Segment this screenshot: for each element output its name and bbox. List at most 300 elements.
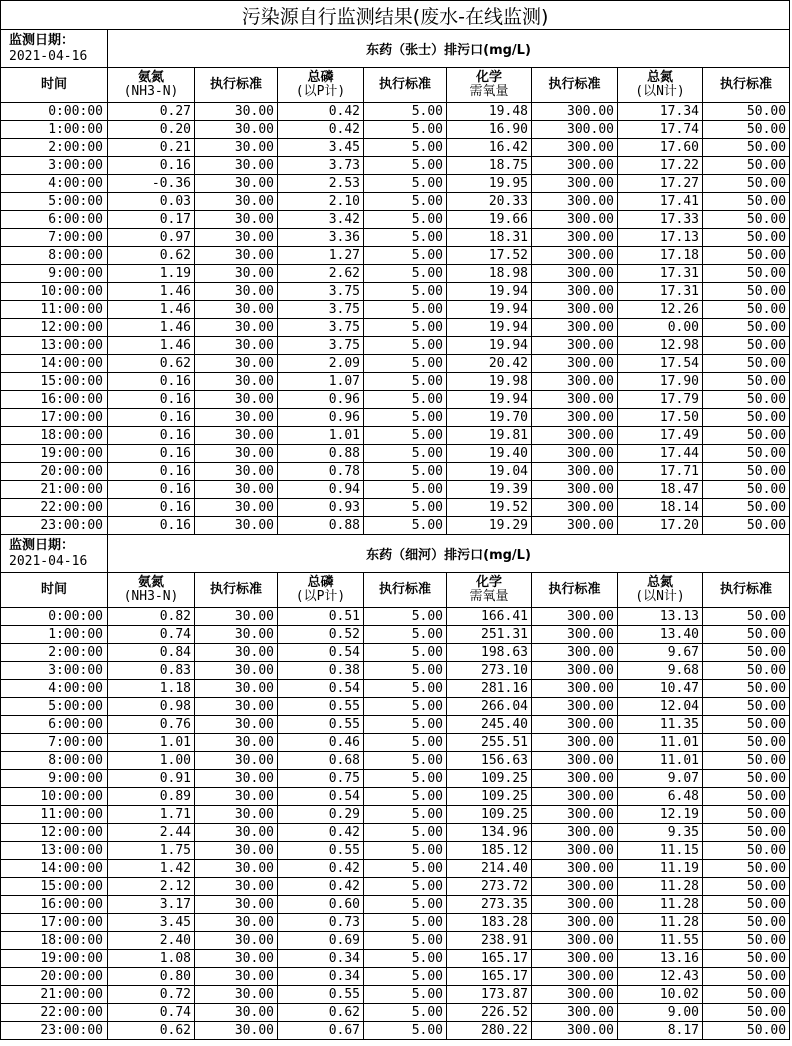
value-cell: 0.60 [278, 896, 364, 914]
value-cell: 30.00 [195, 1004, 278, 1022]
value-cell: 300.00 [532, 914, 618, 932]
value-cell: 19.98 [447, 373, 532, 391]
section-header-row [1, 535, 790, 573]
table-row [1, 824, 790, 842]
value-cell: 134.96 [447, 824, 532, 842]
value-cell: 1.18 [108, 680, 195, 698]
value-cell: 18.98 [447, 265, 532, 283]
value-cell: 17.41 [618, 193, 703, 211]
time-cell: 21:00:00 [1, 481, 108, 499]
value-cell: 50.00 [703, 680, 790, 698]
value-cell: 50.00 [703, 626, 790, 644]
column-header-sub: (以P计) [295, 589, 346, 604]
value-cell: 300.00 [532, 986, 618, 1004]
time-cell: 19:00:00 [1, 445, 108, 463]
value-cell: 30.00 [195, 1022, 278, 1040]
value-cell: 300.00 [532, 499, 618, 517]
value-cell: 19.94 [447, 391, 532, 409]
value-cell: 0.16 [108, 391, 195, 409]
column-header [447, 68, 532, 103]
value-cell: 109.25 [447, 806, 532, 824]
value-cell: 50.00 [703, 644, 790, 662]
value-cell: 5.00 [364, 968, 447, 986]
value-cell: 0.54 [278, 644, 364, 662]
value-cell: 0.16 [108, 481, 195, 499]
value-cell: 9.67 [618, 644, 703, 662]
value-cell: 50.00 [703, 1004, 790, 1022]
value-cell: 50.00 [703, 716, 790, 734]
value-cell: 226.52 [447, 1004, 532, 1022]
value-cell: 11.28 [618, 914, 703, 932]
value-cell: 1.19 [108, 265, 195, 283]
value-cell: 1.01 [278, 427, 364, 445]
value-cell: 5.00 [364, 337, 447, 355]
value-cell: 11.28 [618, 878, 703, 896]
table-row [1, 698, 790, 716]
value-cell: 5.00 [364, 481, 447, 499]
value-cell: 5.00 [364, 211, 447, 229]
table-row [1, 157, 790, 175]
value-cell: 300.00 [532, 842, 618, 860]
time-cell: 9:00:00 [1, 770, 108, 788]
value-cell: 17.50 [618, 409, 703, 427]
value-cell: 50.00 [703, 878, 790, 896]
column-header-main: 执行标准 [378, 582, 431, 597]
value-cell: 300.00 [532, 175, 618, 193]
value-cell: 0.03 [108, 193, 195, 211]
table-row [1, 445, 790, 463]
time-cell: 4:00:00 [1, 680, 108, 698]
value-cell: 17.27 [618, 175, 703, 193]
value-cell: 5.00 [364, 878, 447, 896]
time-cell: 5:00:00 [1, 698, 108, 716]
value-cell: 1.01 [108, 734, 195, 752]
value-cell: 5.00 [364, 698, 447, 716]
column-header-sub: 需氧量 [469, 84, 509, 99]
table-row [1, 103, 790, 121]
value-cell: 0.89 [108, 788, 195, 806]
table-row [1, 986, 790, 1004]
column-header-sub: (以N计) [635, 589, 685, 604]
value-cell: 0.21 [108, 139, 195, 157]
value-cell: 1.46 [108, 283, 195, 301]
value-cell: 300.00 [532, 860, 618, 878]
value-cell: 0.34 [278, 968, 364, 986]
value-cell: 50.00 [703, 1022, 790, 1040]
value-cell: 2.44 [108, 824, 195, 842]
value-cell: 0.29 [278, 806, 364, 824]
value-cell: 30.00 [195, 680, 278, 698]
value-cell: 30.00 [195, 806, 278, 824]
value-cell: 50.00 [703, 175, 790, 193]
value-cell: 50.00 [703, 752, 790, 770]
time-cell: 9:00:00 [1, 265, 108, 283]
value-cell: 5.00 [364, 265, 447, 283]
table-row [1, 608, 790, 626]
value-cell: 17.52 [447, 247, 532, 265]
value-cell: 173.87 [447, 986, 532, 1004]
value-cell: 50.00 [703, 211, 790, 229]
value-cell: 266.04 [447, 698, 532, 716]
value-cell: 300.00 [532, 644, 618, 662]
time-cell: 14:00:00 [1, 355, 108, 373]
value-cell: 0.73 [278, 914, 364, 932]
value-cell: 19.40 [447, 445, 532, 463]
value-cell: 30.00 [195, 896, 278, 914]
value-cell: 0.88 [278, 445, 364, 463]
value-cell: 0.17 [108, 211, 195, 229]
value-cell: 0.38 [278, 662, 364, 680]
value-cell: 300.00 [532, 932, 618, 950]
value-cell: 50.00 [703, 139, 790, 157]
date-label: 监测日期： [9, 32, 75, 48]
value-cell: 0.68 [278, 752, 364, 770]
value-cell: 0.62 [108, 1022, 195, 1040]
time-cell: 0:00:00 [1, 103, 108, 121]
value-cell: 20.42 [447, 355, 532, 373]
time-cell: 0:00:00 [1, 608, 108, 626]
column-header-main: 化学 [475, 575, 502, 590]
value-cell: 300.00 [532, 517, 618, 535]
value-cell: 0.83 [108, 662, 195, 680]
value-cell: 50.00 [703, 409, 790, 427]
value-cell: 0.16 [108, 427, 195, 445]
value-cell: 198.63 [447, 644, 532, 662]
column-header-main: 执行标准 [378, 77, 431, 92]
table-row [1, 842, 790, 860]
column-header-main: 化学 [475, 70, 502, 85]
value-cell: 12.98 [618, 337, 703, 355]
column-header-main: 时间 [40, 582, 67, 597]
value-cell: 10.47 [618, 680, 703, 698]
value-cell: 0.16 [108, 373, 195, 391]
value-cell: 1.46 [108, 319, 195, 337]
time-cell: 17:00:00 [1, 409, 108, 427]
value-cell: 251.31 [447, 626, 532, 644]
value-cell: 5.00 [364, 770, 447, 788]
table-row [1, 644, 790, 662]
time-cell: 6:00:00 [1, 211, 108, 229]
column-header [108, 68, 195, 103]
value-cell: 300.00 [532, 752, 618, 770]
value-cell: 30.00 [195, 103, 278, 121]
value-cell: 17.90 [618, 373, 703, 391]
value-cell: 5.00 [364, 121, 447, 139]
value-cell: 300.00 [532, 121, 618, 139]
value-cell: 3.17 [108, 896, 195, 914]
value-cell: 109.25 [447, 788, 532, 806]
value-cell: 300.00 [532, 427, 618, 445]
value-cell: 0.55 [278, 842, 364, 860]
value-cell: 50.00 [703, 103, 790, 121]
value-cell: 300.00 [532, 896, 618, 914]
time-cell: 16:00:00 [1, 391, 108, 409]
value-cell: 300.00 [532, 463, 618, 481]
value-cell: 30.00 [195, 499, 278, 517]
value-cell: 17.60 [618, 139, 703, 157]
value-cell: 50.00 [703, 932, 790, 950]
value-cell: 30.00 [195, 355, 278, 373]
value-cell: 5.00 [364, 896, 447, 914]
value-cell: 5.00 [364, 932, 447, 950]
value-cell: 300.00 [532, 445, 618, 463]
value-cell: 273.35 [447, 896, 532, 914]
table-row [1, 770, 790, 788]
value-cell: 50.00 [703, 788, 790, 806]
value-cell: 19.94 [447, 301, 532, 319]
value-cell: 1.00 [108, 752, 195, 770]
value-cell: 50.00 [703, 445, 790, 463]
table-row [1, 626, 790, 644]
time-cell: 4:00:00 [1, 175, 108, 193]
value-cell: 183.28 [447, 914, 532, 932]
value-cell: 50.00 [703, 301, 790, 319]
value-cell: 30.00 [195, 860, 278, 878]
column-header-main: 总磷 [307, 575, 334, 590]
table-row [1, 391, 790, 409]
value-cell: 300.00 [532, 770, 618, 788]
table-row [1, 1004, 790, 1022]
time-cell: 17:00:00 [1, 914, 108, 932]
value-cell: 30.00 [195, 824, 278, 842]
value-cell: 30.00 [195, 229, 278, 247]
table-row [1, 517, 790, 535]
date-label: 监测日期： [9, 537, 75, 553]
time-cell: 21:00:00 [1, 986, 108, 1004]
time-cell: 3:00:00 [1, 662, 108, 680]
value-cell: 17.34 [618, 103, 703, 121]
value-cell: 300.00 [532, 806, 618, 824]
outlet-name: 东药（张士）排污口(mg/L) [108, 30, 790, 68]
column-header [532, 68, 618, 103]
value-cell: 30.00 [195, 427, 278, 445]
value-cell: 18.14 [618, 499, 703, 517]
value-cell: 5.00 [364, 680, 447, 698]
value-cell: 11.01 [618, 752, 703, 770]
table-row [1, 265, 790, 283]
value-cell: 5.00 [364, 427, 447, 445]
value-cell: 30.00 [195, 193, 278, 211]
table-row [1, 932, 790, 950]
value-cell: 2.53 [278, 175, 364, 193]
value-cell: 30.00 [195, 517, 278, 535]
value-cell: 300.00 [532, 878, 618, 896]
value-cell: 5.00 [364, 193, 447, 211]
column-header-main: 总氮 [646, 70, 673, 85]
value-cell: 0.16 [108, 409, 195, 427]
value-cell: 0.67 [278, 1022, 364, 1040]
value-cell: 50.00 [703, 968, 790, 986]
table-row [1, 752, 790, 770]
value-cell: 19.70 [447, 409, 532, 427]
value-cell: 9.07 [618, 770, 703, 788]
value-cell: 5.00 [364, 1004, 447, 1022]
table-row [1, 337, 790, 355]
value-cell: 50.00 [703, 986, 790, 1004]
value-cell: 5.00 [364, 644, 447, 662]
table-row [1, 806, 790, 824]
value-cell: 30.00 [195, 986, 278, 1004]
value-cell: 0.51 [278, 608, 364, 626]
value-cell: 0.98 [108, 698, 195, 716]
value-cell: 1.75 [108, 842, 195, 860]
column-header [447, 573, 532, 608]
sheet-title: 污染源自行监测结果(废水-在线监测) [1, 1, 790, 30]
value-cell: 300.00 [532, 301, 618, 319]
value-cell: 19.94 [447, 337, 532, 355]
value-cell: 50.00 [703, 247, 790, 265]
value-cell: 300.00 [532, 319, 618, 337]
value-cell: 0.97 [108, 229, 195, 247]
table-row [1, 950, 790, 968]
time-cell: 20:00:00 [1, 968, 108, 986]
table-body [1, 1, 790, 1040]
value-cell: 30.00 [195, 662, 278, 680]
value-cell: 50.00 [703, 427, 790, 445]
value-cell: 50.00 [703, 770, 790, 788]
value-cell: 2.12 [108, 878, 195, 896]
value-cell: 1.46 [108, 301, 195, 319]
value-cell: 30.00 [195, 121, 278, 139]
value-cell: 18.47 [618, 481, 703, 499]
monitoring-date-cell [1, 30, 108, 68]
value-cell: 11.35 [618, 716, 703, 734]
value-cell: 30.00 [195, 950, 278, 968]
value-cell: 300.00 [532, 247, 618, 265]
value-cell: 300.00 [532, 481, 618, 499]
time-cell: 1:00:00 [1, 626, 108, 644]
value-cell: 30.00 [195, 842, 278, 860]
table-row [1, 319, 790, 337]
time-cell: 14:00:00 [1, 860, 108, 878]
time-cell: 16:00:00 [1, 896, 108, 914]
time-cell: 13:00:00 [1, 842, 108, 860]
value-cell: 9.68 [618, 662, 703, 680]
value-cell: 109.25 [447, 770, 532, 788]
value-cell: 13.16 [618, 950, 703, 968]
table-row [1, 139, 790, 157]
value-cell: 50.00 [703, 662, 790, 680]
value-cell: 300.00 [532, 283, 618, 301]
column-header-row [1, 68, 790, 103]
value-cell: 300.00 [532, 788, 618, 806]
value-cell: 30.00 [195, 968, 278, 986]
column-header-sub: (NH3-N) [123, 84, 179, 99]
value-cell: 11.01 [618, 734, 703, 752]
value-cell: 5.00 [364, 103, 447, 121]
value-cell: 19.39 [447, 481, 532, 499]
value-cell: 50.00 [703, 157, 790, 175]
value-cell: 50.00 [703, 950, 790, 968]
table-row [1, 211, 790, 229]
column-header-main: 总磷 [307, 70, 334, 85]
value-cell: 11.28 [618, 896, 703, 914]
value-cell: 30.00 [195, 698, 278, 716]
value-cell: 0.42 [278, 878, 364, 896]
value-cell: 281.16 [447, 680, 532, 698]
table-row [1, 355, 790, 373]
value-cell: 30.00 [195, 247, 278, 265]
value-cell: 1.27 [278, 247, 364, 265]
column-header [364, 68, 447, 103]
value-cell: 11.55 [618, 932, 703, 950]
value-cell: 165.17 [447, 968, 532, 986]
value-cell: 5.00 [364, 463, 447, 481]
value-cell: 0.74 [108, 1004, 195, 1022]
value-cell: 0.76 [108, 716, 195, 734]
value-cell: 30.00 [195, 409, 278, 427]
value-cell: 30.00 [195, 391, 278, 409]
value-cell: 12.43 [618, 968, 703, 986]
value-cell: 13.40 [618, 626, 703, 644]
value-cell: 19.66 [447, 211, 532, 229]
value-cell: 13.13 [618, 608, 703, 626]
value-cell: 50.00 [703, 355, 790, 373]
table-row [1, 193, 790, 211]
value-cell: 5.00 [364, 626, 447, 644]
value-cell: 0.84 [108, 644, 195, 662]
value-cell: 2.09 [278, 355, 364, 373]
value-cell: 273.10 [447, 662, 532, 680]
value-cell: 0.55 [278, 698, 364, 716]
column-header-main: 执行标准 [548, 582, 601, 597]
time-cell: 23:00:00 [1, 517, 108, 535]
date-value: 2021-04-16 [9, 553, 88, 569]
value-cell: 0.88 [278, 517, 364, 535]
time-cell: 23:00:00 [1, 1022, 108, 1040]
value-cell: 0.54 [278, 788, 364, 806]
value-cell: 0.42 [278, 824, 364, 842]
value-cell: 30.00 [195, 157, 278, 175]
value-cell: 17.20 [618, 517, 703, 535]
value-cell: 3.73 [278, 157, 364, 175]
time-cell: 10:00:00 [1, 788, 108, 806]
value-cell: 5.00 [364, 139, 447, 157]
time-cell: 12:00:00 [1, 319, 108, 337]
value-cell: 0.16 [108, 463, 195, 481]
table-row [1, 734, 790, 752]
value-cell: 5.00 [364, 247, 447, 265]
value-cell: 30.00 [195, 337, 278, 355]
time-cell: 1:00:00 [1, 121, 108, 139]
value-cell: 50.00 [703, 914, 790, 932]
value-cell: 17.18 [618, 247, 703, 265]
value-cell: 0.69 [278, 932, 364, 950]
table-row [1, 860, 790, 878]
time-cell: 11:00:00 [1, 806, 108, 824]
value-cell: 30.00 [195, 770, 278, 788]
value-cell: 0.62 [108, 247, 195, 265]
value-cell: 50.00 [703, 499, 790, 517]
value-cell: 5.00 [364, 716, 447, 734]
table-row [1, 463, 790, 481]
column-header-sub: (以N计) [635, 84, 685, 99]
value-cell: 300.00 [532, 662, 618, 680]
value-cell: 300.00 [532, 626, 618, 644]
value-cell: 300.00 [532, 373, 618, 391]
value-cell: 280.22 [447, 1022, 532, 1040]
column-header [703, 573, 790, 608]
column-header-main: 执行标准 [209, 77, 262, 92]
value-cell: 1.07 [278, 373, 364, 391]
value-cell: 300.00 [532, 103, 618, 121]
value-cell: 30.00 [195, 914, 278, 932]
value-cell: 19.04 [447, 463, 532, 481]
table-row [1, 373, 790, 391]
time-cell: 7:00:00 [1, 229, 108, 247]
value-cell: 5.00 [364, 950, 447, 968]
value-cell: 0.16 [108, 517, 195, 535]
